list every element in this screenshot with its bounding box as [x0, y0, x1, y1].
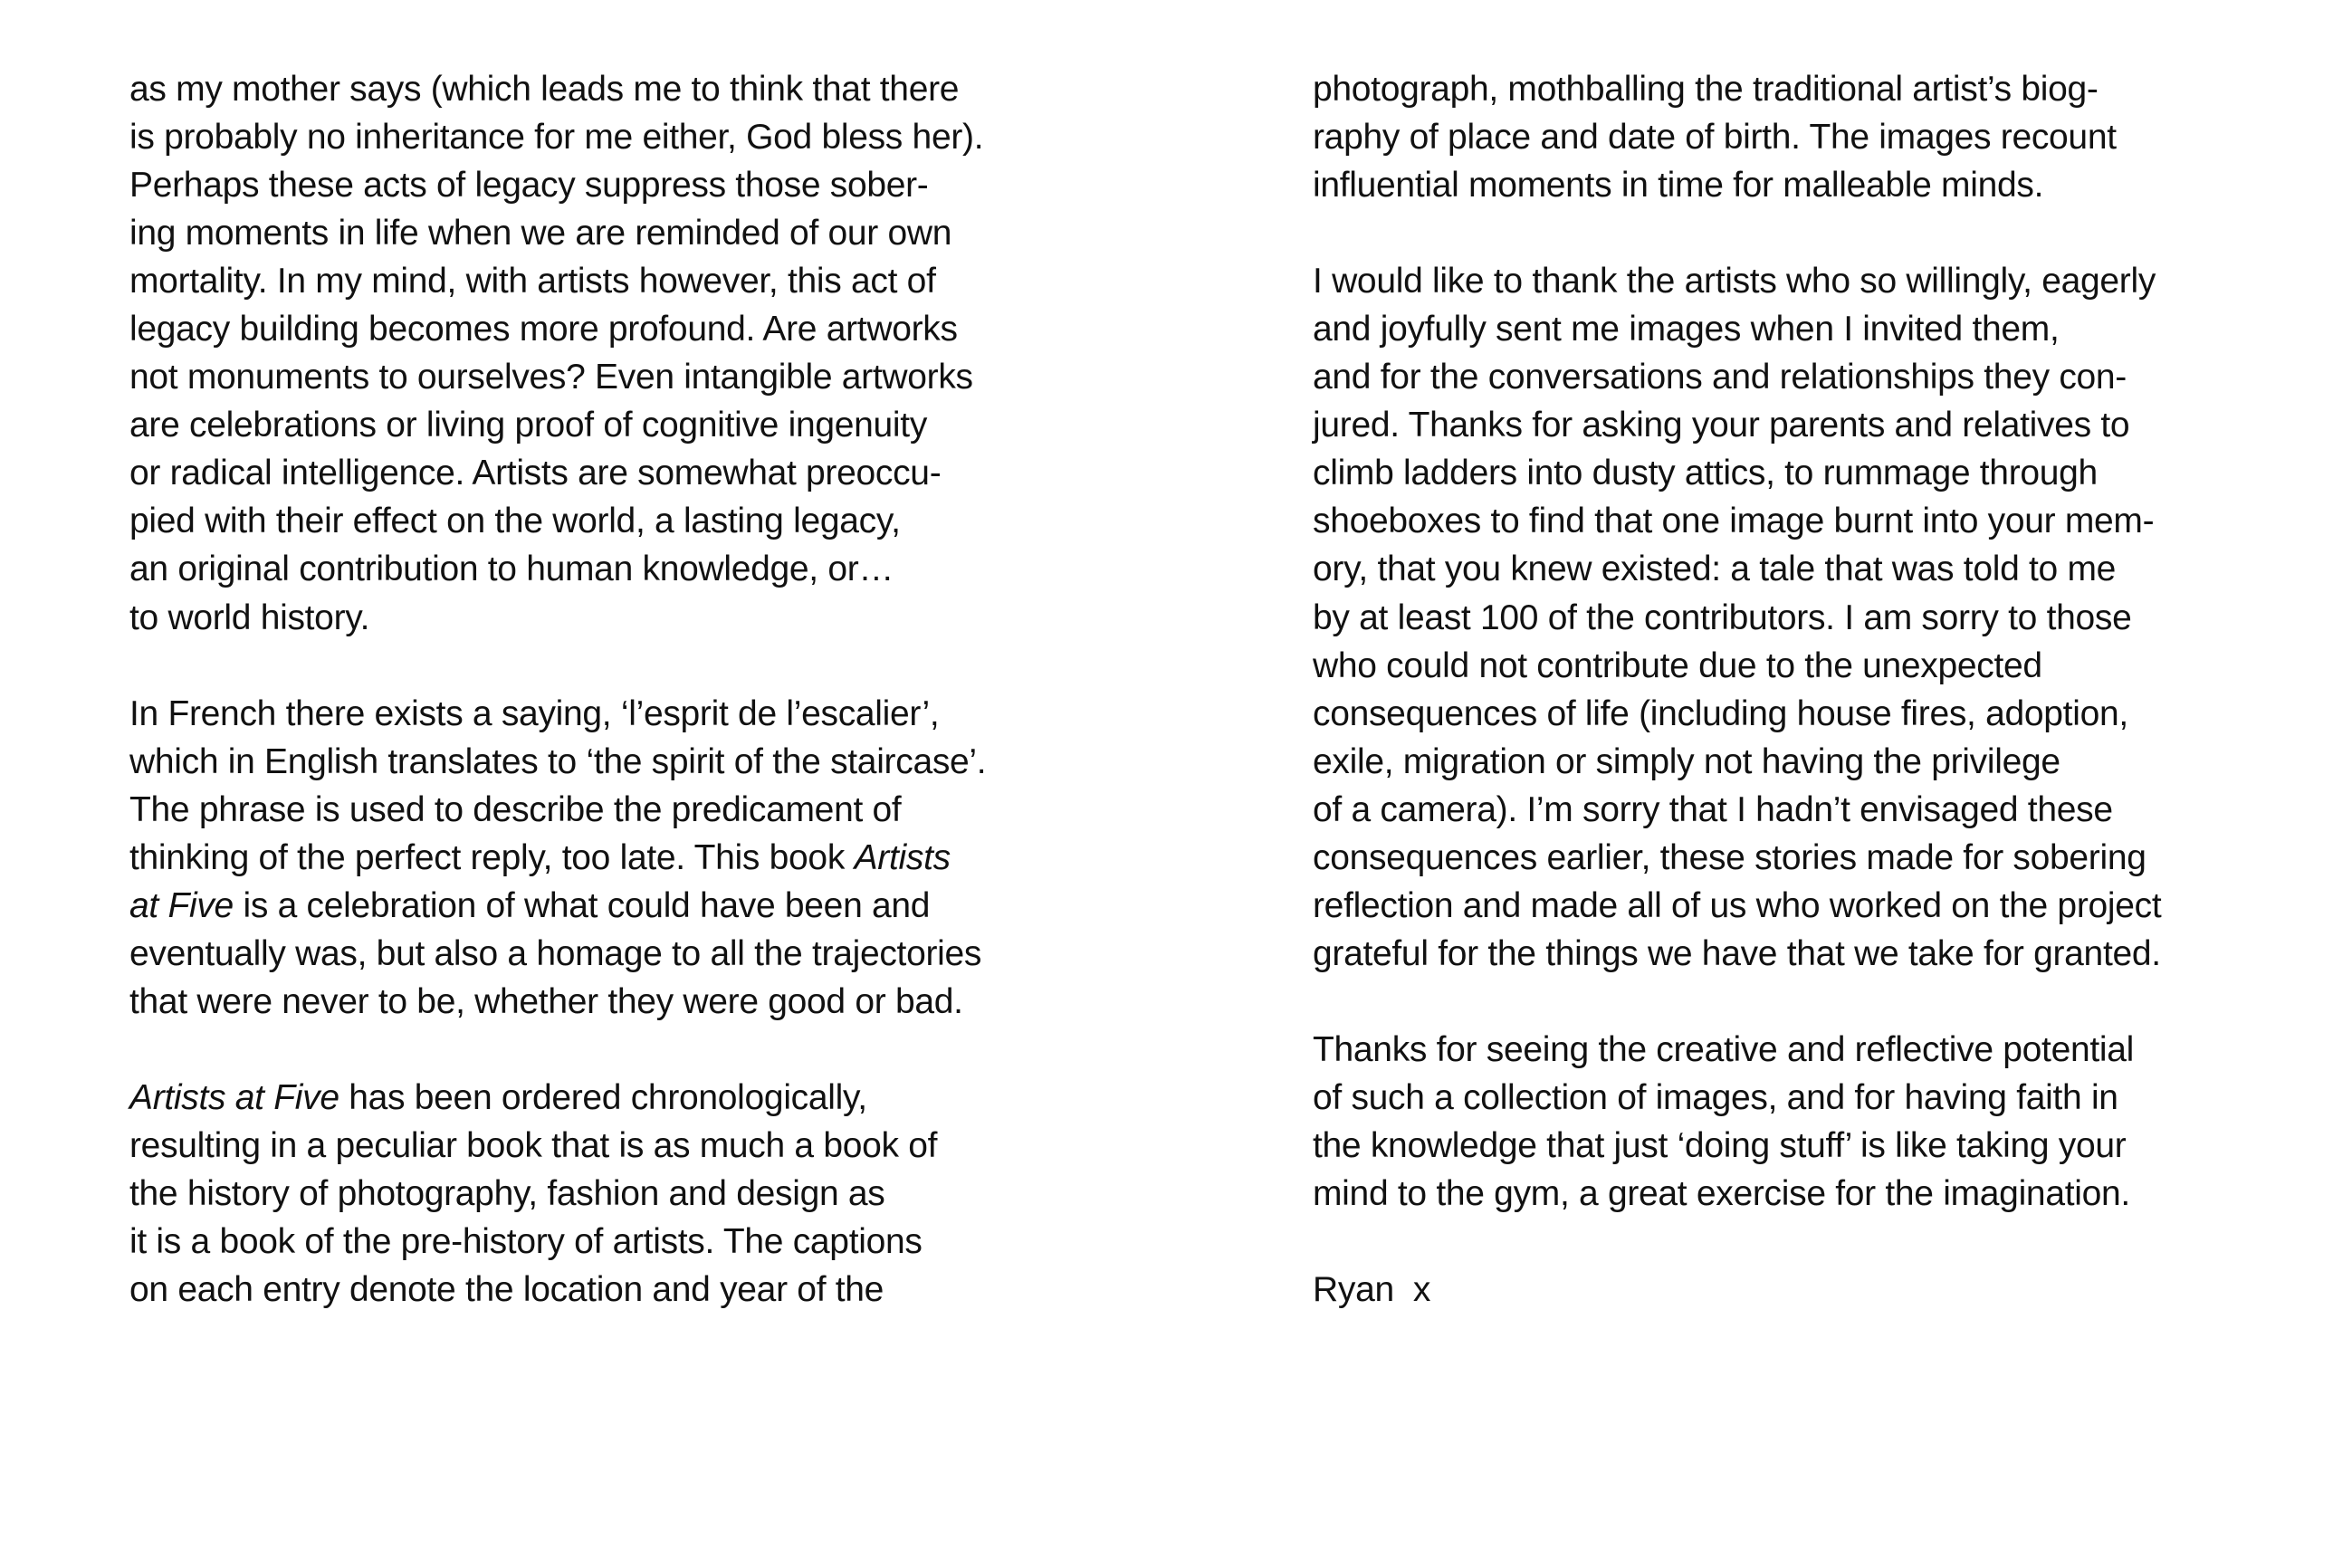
text-segment: it is a book of the pre-history of artists. The captions — [129, 1222, 923, 1262]
text-segment: on each entry denote the location and year of the — [129, 1270, 884, 1310]
text-segment: and joyfully sent me images when I invited them, — [1313, 310, 2060, 349]
text-segment: eventually was, but also a homage to all the trajectories — [129, 933, 982, 973]
text-segment: ing moments in life when we are reminded of our own — [129, 214, 952, 253]
left-page — [129, 65, 1089, 1314]
text-segment: mortality. In my mind, with artists however, this act of — [129, 262, 936, 301]
text-segment: jured. Thanks for asking your parents and relatives to — [1313, 406, 2130, 445]
text-segment: to world history. — [129, 598, 370, 637]
text-line — [1313, 1122, 2272, 1170]
text-segment: ory, that you knew existed: a tale that was told to me — [1313, 550, 2117, 589]
text-segment: and for the conversations and relationships they con- — [1313, 358, 2127, 397]
text-line — [129, 545, 1089, 593]
text-line — [1313, 65, 2272, 113]
text-segment: pied with their effect on the world, a lasting legacy, — [129, 502, 901, 541]
text-line — [1313, 690, 2272, 738]
text-segment: which in English translates to ‘the spirit of the staircase’. — [129, 741, 987, 781]
text-segment: consequences of life (including house fires, adoption, — [1313, 693, 2128, 733]
book-title-italic: Artists at Five — [129, 1077, 339, 1117]
text-segment: influential moments in time for malleable minds. — [1313, 166, 2044, 206]
text-segment: not monuments to ourselves? Even intangible artworks — [129, 358, 973, 397]
text-segment: grateful for the things we have that we take for granted. — [1313, 933, 2161, 973]
text-segment: mind to the gym, a great exercise for the imagination. — [1313, 1174, 2130, 1214]
text-segment: as my mother says (which leads me to think that there — [129, 70, 960, 109]
text-line — [129, 209, 1089, 257]
text-segment: reflection and made all of us who worked on the project — [1313, 885, 2162, 925]
book-title-italic: Artists — [854, 837, 951, 877]
paragraph — [129, 1074, 1089, 1314]
text-segment: thinking of the perfect reply, too late. This book — [129, 837, 855, 877]
text-segment: or radical intelligence. Artists are somewhat preoccu- — [129, 454, 942, 493]
text-segment: that were never to be, whether they were good or bad. — [129, 981, 963, 1021]
text-line — [129, 594, 1089, 642]
text-line — [129, 1266, 1089, 1314]
right-page — [1313, 65, 2272, 1314]
text-line — [129, 353, 1089, 401]
text-line — [129, 401, 1089, 449]
text-line — [1313, 353, 2272, 401]
text-segment: has been ordered chronologically, — [339, 1077, 867, 1117]
text-line — [1313, 113, 2272, 161]
text-segment: legacy building becomes more profound. Are artworks — [129, 310, 958, 349]
text-line — [1313, 642, 2272, 690]
text-line — [1313, 449, 2272, 497]
text-line — [1313, 834, 2272, 882]
book-title-italic: at Five — [129, 885, 234, 925]
text-line — [1313, 1266, 2272, 1314]
text-line — [1313, 738, 2272, 786]
text-line — [129, 1074, 1089, 1122]
text-line — [1313, 1074, 2272, 1122]
text-line — [129, 257, 1089, 305]
signature — [1313, 1266, 2272, 1314]
text-segment: photograph, mothballing the traditional artist’s biog- — [1313, 70, 2099, 109]
paragraph — [129, 690, 1089, 1026]
text-line — [129, 834, 1089, 882]
text-line — [129, 449, 1089, 497]
text-segment: exile, migration or simply not having the privilege — [1313, 741, 2060, 781]
text-line — [129, 882, 1089, 930]
text-segment: climb ladders into dusty attics, to rummage through — [1313, 454, 2098, 493]
text-segment: In French there exists a saying, ‘l’esprit de l’escalier’, — [129, 693, 940, 733]
text-line — [129, 497, 1089, 545]
text-segment: by at least 100 of the contributors. I am sorry to those — [1313, 598, 2132, 637]
text-segment: the history of photography, fashion and design as — [129, 1174, 885, 1214]
text-line — [129, 1122, 1089, 1170]
text-line — [129, 930, 1089, 978]
text-line — [1313, 545, 2272, 593]
text-segment: of such a collection of images, and for having faith in — [1313, 1077, 2118, 1117]
text-segment: is a celebration of what could have been and — [233, 885, 931, 925]
text-line — [1313, 786, 2272, 834]
text-segment: of a camera). I’m sorry that I hadn’t envisaged these — [1313, 789, 2113, 829]
text-segment: I would like to thank the artists who so willingly, eagerly — [1313, 262, 2156, 301]
text-line — [129, 738, 1089, 786]
text-line — [129, 65, 1089, 113]
text-segment: Thanks for seeing the creative and reflective potential — [1313, 1029, 2135, 1069]
text-line — [1313, 930, 2272, 978]
text-line — [129, 690, 1089, 738]
paragraph — [1313, 257, 2272, 978]
text-line — [1313, 1026, 2272, 1074]
text-line — [1313, 305, 2272, 353]
text-line — [1313, 882, 2272, 930]
text-line — [129, 786, 1089, 834]
text-line — [1313, 161, 2272, 209]
text-segment: who could not contribute due to the unexpected — [1313, 645, 2042, 685]
text-segment: are celebrations or living proof of cognitive ingenuity — [129, 406, 928, 445]
text-line — [1313, 257, 2272, 305]
text-segment: Ryan x — [1313, 1270, 1431, 1310]
text-segment: shoeboxes to find that one image burnt into your mem- — [1313, 502, 2155, 541]
text-segment: Perhaps these acts of legacy suppress those sober- — [129, 166, 929, 206]
text-line — [1313, 401, 2272, 449]
text-segment: The phrase is used to describe the predicament of — [129, 789, 902, 829]
paragraph — [1313, 1026, 2272, 1218]
text-line — [1313, 594, 2272, 642]
text-line — [129, 978, 1089, 1026]
text-segment: an original contribution to human knowledge, or… — [129, 550, 894, 589]
text-line — [129, 305, 1089, 353]
text-segment: raphy of place and date of birth. The images recount — [1313, 118, 2117, 158]
text-line — [1313, 497, 2272, 545]
paragraph — [1313, 65, 2272, 209]
text-line — [1313, 1170, 2272, 1218]
paragraph — [129, 65, 1089, 642]
text-line — [129, 113, 1089, 161]
text-segment: the knowledge that just ‘doing stuff’ is like taking your — [1313, 1126, 2127, 1166]
text-segment: resulting in a peculiar book that is as much a book of — [129, 1126, 938, 1166]
text-line — [129, 1218, 1089, 1266]
text-line — [129, 161, 1089, 209]
text-segment: consequences earlier, these stories made for sobering — [1313, 837, 2146, 877]
text-line — [129, 1170, 1089, 1218]
text-segment: is probably no inheritance for me either, God bless her). — [129, 118, 984, 158]
